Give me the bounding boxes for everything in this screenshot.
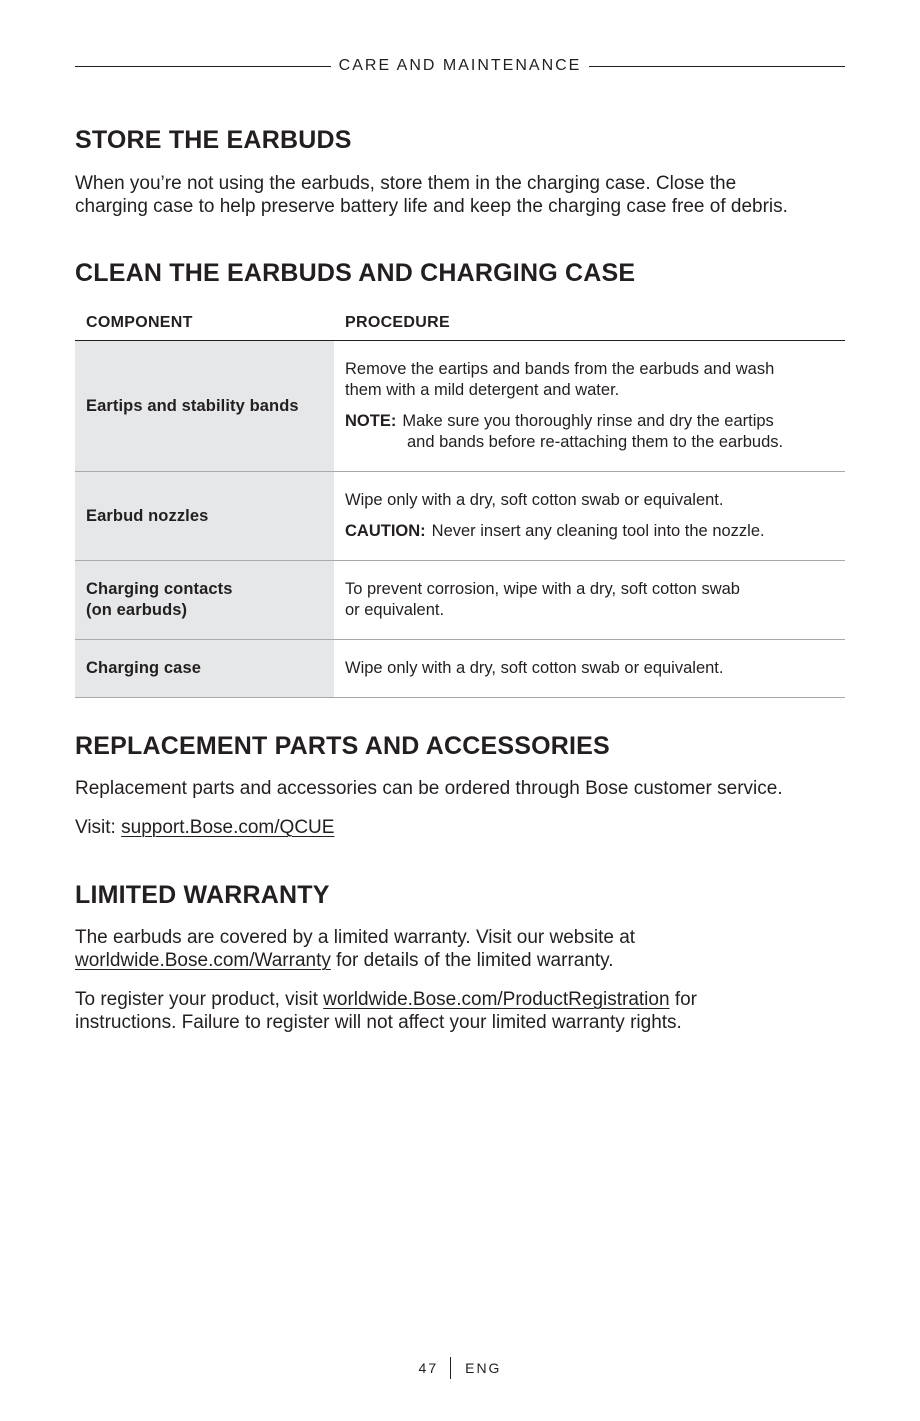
visit-prefix: Visit: — [75, 817, 116, 838]
procedure-text: Wipe only with a dry, soft cotton swab or equivalent. — [345, 491, 724, 509]
cleaning-table — [75, 306, 845, 698]
support-link[interactable]: support.Bose.com/QCUE — [121, 817, 335, 838]
registration-link[interactable]: worldwide.Bose.com/ProductRegistration — [323, 989, 670, 1010]
procedure-line: or equivalent. — [345, 601, 445, 619]
warranty-heading: LIMITED WARRANTY — [75, 881, 330, 909]
replacement-visit — [75, 816, 845, 839]
note-text — [345, 411, 829, 453]
store-body-line2: charging case to help preserve battery life and keep the charging case free of debris. — [75, 196, 788, 217]
warranty-text: for — [674, 989, 698, 1010]
column-header-procedure: PROCEDURE — [345, 314, 450, 331]
component-line: Charging contacts — [86, 580, 233, 598]
column-header-component: COMPONENT — [86, 314, 193, 331]
caution-text — [345, 521, 829, 542]
note-label: NOTE: — [345, 412, 397, 430]
procedure-text: Wipe only with a dry, soft cotton swab or equivalent. — [345, 659, 724, 677]
warranty-text: for details of the limited warranty. — [336, 950, 614, 971]
warranty-paragraph-1 — [75, 926, 845, 972]
table-row — [75, 472, 845, 561]
procedure-cell — [334, 341, 845, 471]
page-footer — [75, 1357, 845, 1379]
page-number: 47 — [418, 1360, 439, 1376]
clean-heading: CLEAN THE EARBUDS AND CHARGING CASE — [75, 259, 636, 287]
procedure-text — [345, 579, 829, 621]
caution-body: Never insert any cleaning tool into the nozzle. — [431, 522, 765, 540]
procedure-line: To prevent corrosion, wipe with a dry, soft cotton swab — [345, 580, 740, 598]
component-cell: Charging case — [75, 640, 334, 697]
replacement-body: Replacement parts and accessories can be ordered through Bose customer service. — [75, 778, 783, 799]
component-line: (on earbuds) — [86, 601, 188, 619]
section-label: CARE AND MAINTENANCE — [338, 57, 582, 74]
running-header — [75, 55, 845, 77]
warranty-paragraph-2 — [75, 988, 845, 1034]
header-rule-left — [75, 66, 331, 67]
replacement-heading: REPLACEMENT PARTS AND ACCESSORIES — [75, 732, 610, 760]
component-cell: Earbud nozzles — [75, 472, 334, 560]
store-body — [75, 172, 845, 218]
language-code: ENG — [465, 1360, 502, 1376]
procedure-text — [345, 359, 829, 401]
procedure-line: Remove the eartips and bands from the earbuds and wash — [345, 360, 775, 378]
procedure-cell — [334, 561, 845, 639]
store-body-line1: When you’re not using the earbuds, store them in the charging case. Close the — [75, 173, 737, 194]
warranty-text: The earbuds are covered by a limited warranty. Visit our website at — [75, 927, 636, 948]
table-row — [75, 341, 845, 472]
note-line: Make sure you thoroughly rinse and dry the eartips — [402, 412, 774, 430]
procedure-line: them with a mild detergent and water. — [345, 381, 620, 399]
table-row — [75, 561, 845, 640]
store-heading: STORE THE EARBUDS — [75, 126, 352, 154]
caution-label: CAUTION: — [345, 522, 426, 540]
footer-divider — [450, 1357, 451, 1379]
note-line: and bands before re-attaching them to the earbuds. — [407, 433, 784, 451]
header-rule-right — [589, 66, 845, 67]
warranty-text: instructions. Failure to register will not affect your limited warranty rights. — [75, 1012, 682, 1033]
procedure-cell — [334, 472, 845, 560]
component-cell — [75, 561, 334, 639]
table-header-row — [75, 306, 845, 341]
warranty-link[interactable]: worldwide.Bose.com/Warranty — [75, 950, 331, 971]
procedure-cell — [334, 640, 845, 697]
component-cell: Eartips and stability bands — [75, 341, 334, 471]
table-row — [75, 640, 845, 698]
warranty-text: To register your product, visit — [75, 989, 318, 1010]
